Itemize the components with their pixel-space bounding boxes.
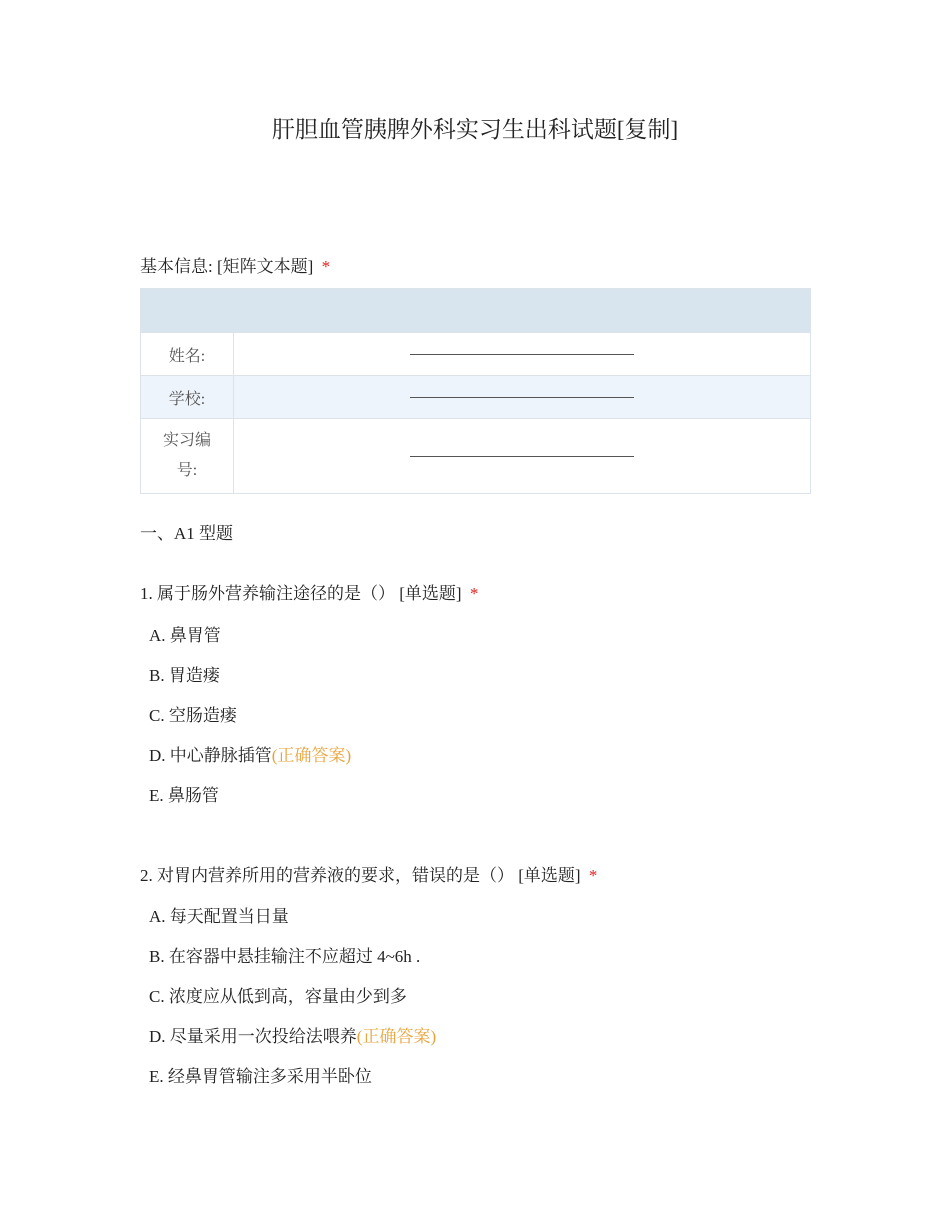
row-label-intern-id-line2: 号: — [176, 462, 198, 479]
matrix-row-school — [141, 376, 811, 419]
basic-info-label: 基本信息: — [140, 257, 213, 276]
option-text: 经鼻胃管输注多采用半卧位 — [167, 1067, 372, 1086]
school-blank-line — [410, 397, 634, 398]
question-text: 属于肠外营养输注途径的是（） — [157, 584, 395, 603]
name-blank-line — [410, 354, 634, 355]
matrix-header-row — [141, 289, 811, 333]
row-label-intern-id — [141, 419, 234, 494]
matrix-row-intern-id — [141, 419, 811, 494]
option-text: 鼻肠管 — [167, 786, 219, 805]
basic-info-type-tag: [矩阵文本题] — [216, 257, 314, 276]
option-b[interactable] — [149, 937, 436, 977]
option-text: 中心静脉插管 — [169, 746, 272, 765]
option-e[interactable] — [149, 1057, 436, 1097]
option-text: 浓度应从低到高，容量由少到多 — [168, 987, 407, 1006]
option-letter: E. — [149, 1067, 164, 1086]
school-input[interactable] — [234, 376, 811, 419]
option-text: 鼻胃管 — [169, 626, 221, 645]
option-letter: E. — [149, 786, 164, 805]
row-label-name: 姓名: — [141, 333, 234, 376]
option-text: 胃造瘘 — [168, 666, 220, 685]
required-mark: * — [588, 866, 598, 885]
option-d[interactable] — [149, 736, 351, 776]
matrix-header-cell — [234, 289, 811, 333]
correct-answer-note: (正确答案) — [271, 746, 352, 765]
option-letter: A. — [149, 907, 166, 926]
question-2-options — [149, 897, 436, 1097]
option-text: 每天配置当日量 — [169, 907, 289, 926]
question-title — [140, 861, 597, 886]
option-c[interactable] — [149, 977, 436, 1017]
question-title — [140, 579, 478, 604]
option-d[interactable] — [149, 1017, 436, 1057]
option-a[interactable] — [149, 616, 351, 656]
option-b[interactable] — [149, 656, 351, 696]
matrix-row-name — [141, 333, 811, 376]
intern-id-input[interactable] — [234, 419, 811, 494]
row-label-intern-id-line1: 实习编 — [162, 432, 211, 449]
option-e[interactable] — [149, 776, 351, 816]
option-letter: B. — [149, 666, 165, 685]
question-type-tag: [单选题] — [518, 866, 581, 885]
option-text: 尽量采用一次投给法喂养 — [169, 1027, 357, 1046]
correct-answer-note: (正确答案) — [356, 1027, 437, 1046]
required-mark: * — [469, 584, 479, 603]
option-letter: D. — [149, 1027, 166, 1046]
required-mark: * — [321, 257, 331, 276]
option-a[interactable] — [149, 897, 436, 937]
question-1-options — [149, 616, 351, 816]
question-type-tag: [单选题] — [399, 584, 462, 603]
section-heading: 一、A1 型题 — [140, 524, 234, 543]
name-input[interactable] — [234, 333, 811, 376]
option-text: 空肠造瘘 — [168, 706, 237, 725]
matrix-header-cell — [141, 289, 234, 333]
question-number: 1. — [140, 584, 153, 603]
option-letter: B. — [149, 947, 165, 966]
option-letter: A. — [149, 626, 166, 645]
option-letter: C. — [149, 987, 165, 1006]
basic-info-heading — [140, 252, 330, 277]
basic-info-matrix — [140, 288, 811, 494]
option-c[interactable] — [149, 696, 351, 736]
option-letter: D. — [149, 746, 166, 765]
question-text: 对胃内营养所用的营养液的要求，错误的是（） — [157, 866, 514, 885]
row-label-school: 学校: — [141, 376, 234, 419]
question-number: 2. — [140, 866, 153, 885]
intern-id-blank-line — [410, 456, 634, 457]
document-title: 肝胆血管胰脾外科实习生出科试题[复制] — [271, 117, 679, 142]
option-letter: C. — [149, 706, 165, 725]
option-text: 在容器中悬挂输注不应超过 4~6h . — [168, 947, 421, 966]
